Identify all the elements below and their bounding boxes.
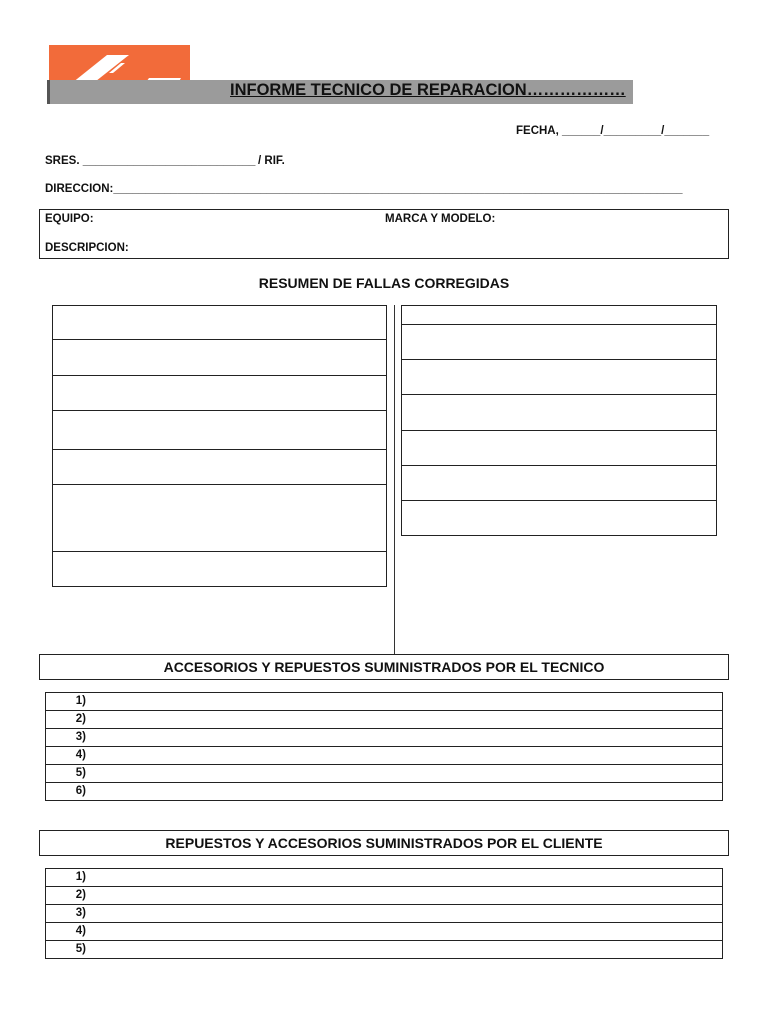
falla-row-right — [401, 394, 717, 431]
falla-row-left — [52, 551, 387, 587]
falla-row-left — [52, 484, 387, 552]
cliente-list — [45, 868, 723, 959]
falla-row-right — [401, 465, 717, 501]
descripcion-label: DESCRIPCION: — [45, 242, 129, 254]
item-number: 6) — [75, 785, 86, 797]
sres-field: SRES. ___________________________ — [45, 155, 256, 167]
item-number: 3) — [75, 907, 86, 919]
page-title: INFORME TECNICO DE REPARACION……………… — [230, 81, 626, 99]
falla-row-right — [401, 430, 717, 466]
list-item — [46, 729, 722, 747]
falla-row-right — [401, 500, 717, 536]
list-item — [46, 765, 722, 783]
item-number: 2) — [75, 889, 86, 901]
tecnico-heading: ACCESORIOS Y REPUESTOS SUMINISTRADOS POR EL TECNICO — [163, 659, 605, 675]
item-number: 5) — [75, 767, 86, 779]
fallas-heading: RESUMEN DE FALLAS CORREGIDAS — [258, 275, 510, 291]
falla-row-right — [401, 324, 717, 360]
falla-row-left — [52, 339, 387, 376]
fecha-field: FECHA, ______/_________/_______ — [516, 125, 710, 137]
list-item — [46, 693, 722, 711]
column-divider — [394, 305, 395, 654]
equipment-box — [39, 209, 729, 259]
tecnico-list — [45, 692, 723, 801]
list-item — [46, 941, 722, 959]
item-number: 4) — [75, 925, 86, 937]
item-number: 5) — [75, 943, 86, 955]
list-item — [46, 923, 722, 941]
falla-row-left — [52, 410, 387, 450]
equipo-label: EQUIPO: — [45, 213, 94, 225]
item-number: 3) — [75, 731, 86, 743]
falla-row-right — [401, 305, 717, 325]
list-item — [46, 905, 722, 923]
falla-row-right — [401, 359, 717, 395]
list-item — [46, 711, 722, 729]
falla-row-left — [52, 305, 387, 340]
item-number: 1) — [75, 695, 86, 707]
list-item — [46, 783, 722, 801]
item-number: 4) — [75, 749, 86, 761]
falla-row-left — [52, 375, 387, 411]
item-number: 2) — [75, 713, 86, 725]
cliente-heading: REPUESTOS Y ACCESORIOS SUMINISTRADOS POR EL CLIENTE — [165, 835, 603, 851]
rif-field: / RIF. — [258, 155, 285, 167]
list-item — [46, 869, 722, 887]
direccion-field: DIRECCION:_________________________________________________________________________________________ — [45, 183, 683, 195]
item-number: 1) — [75, 871, 86, 883]
list-item — [46, 747, 722, 765]
falla-row-left — [52, 449, 387, 485]
list-item — [46, 887, 722, 905]
marca-modelo-label: MARCA Y MODELO: — [385, 213, 496, 225]
